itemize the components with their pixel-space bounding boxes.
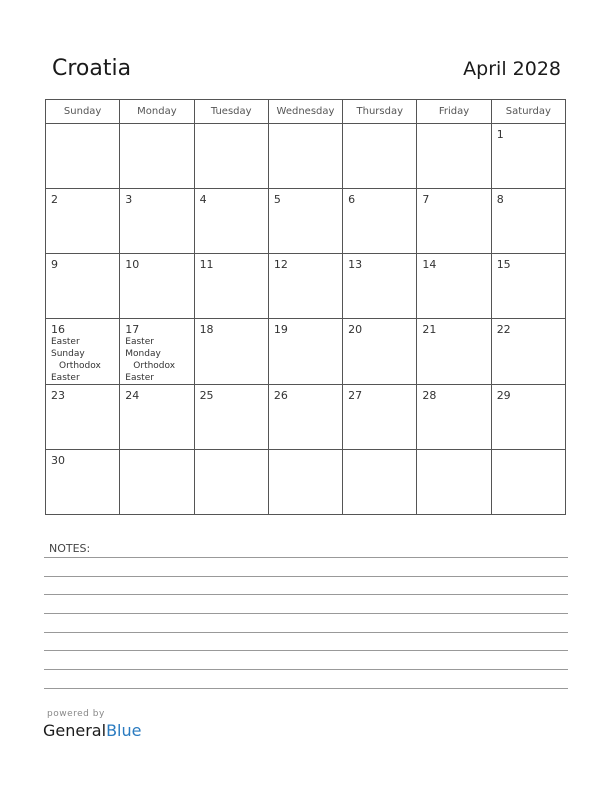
weekday-thursday: Thursday xyxy=(343,100,417,124)
weekday-friday: Friday xyxy=(417,100,491,124)
weekday-header-row xyxy=(46,100,566,124)
holiday-label: Orthodox xyxy=(133,361,176,371)
calendar-grid xyxy=(45,99,566,515)
day-cell xyxy=(268,450,342,515)
day-cell xyxy=(46,319,120,385)
day-cell xyxy=(268,189,342,254)
day-cell xyxy=(343,124,417,189)
day-cell-content xyxy=(417,385,490,402)
day-number: 10 xyxy=(125,258,140,271)
day-number: 21 xyxy=(422,323,437,336)
holiday-label: Easter xyxy=(51,337,80,347)
day-cell-content xyxy=(343,319,416,336)
day-cell xyxy=(194,124,268,189)
day-cell-content xyxy=(269,450,342,454)
day-number: 9 xyxy=(51,258,58,271)
day-number: 14 xyxy=(422,258,437,271)
day-cell xyxy=(343,254,417,319)
day-cell xyxy=(343,319,417,385)
day-cell xyxy=(46,124,120,189)
day-cell-content xyxy=(46,319,119,384)
day-cell-content xyxy=(343,450,416,454)
day-number: 22 xyxy=(496,323,511,336)
day-cell-content xyxy=(343,385,416,402)
note-line xyxy=(44,632,568,633)
day-cell xyxy=(46,254,120,319)
notes-label: NOTES: xyxy=(49,542,91,555)
day-cell-content xyxy=(120,319,193,384)
holiday-label: Sunday xyxy=(51,349,85,359)
day-number: 6 xyxy=(348,193,356,206)
day-number: 7 xyxy=(422,193,430,206)
day-number: 23 xyxy=(51,389,65,402)
day-cell xyxy=(417,450,491,515)
day-number: 24 xyxy=(125,389,140,402)
day-number: 2 xyxy=(51,193,58,206)
day-cell-content xyxy=(492,189,565,206)
day-number: 27 xyxy=(348,389,363,402)
day-cell xyxy=(120,189,194,254)
day-cell-content xyxy=(417,254,490,271)
day-cell-content xyxy=(195,385,268,402)
day-cell-content xyxy=(417,450,490,454)
day-cell xyxy=(194,189,268,254)
day-cell-content xyxy=(120,254,193,271)
week-row xyxy=(46,319,566,385)
day-cell-content xyxy=(492,450,565,454)
holiday-label: Orthodox xyxy=(59,361,101,371)
weekday-wednesday: Wednesday xyxy=(268,100,342,124)
day-cell xyxy=(417,124,491,189)
day-number: 3 xyxy=(125,193,133,206)
day-cell xyxy=(194,450,268,515)
day-cell-content xyxy=(46,254,119,271)
day-number: 26 xyxy=(273,389,288,402)
weekday-sunday: Sunday xyxy=(46,100,120,124)
day-number: 20 xyxy=(348,323,363,336)
holiday-label: Easter xyxy=(51,373,80,383)
day-number: 17 xyxy=(125,323,140,336)
day-cell xyxy=(417,319,491,385)
day-cell xyxy=(120,254,194,319)
note-line xyxy=(44,594,568,595)
day-number: 25 xyxy=(199,389,214,402)
day-cell xyxy=(194,385,268,450)
day-number: 13 xyxy=(348,258,363,271)
day-cell xyxy=(491,189,565,254)
day-number: 1 xyxy=(496,128,504,141)
day-cell-content xyxy=(492,254,565,271)
week-row xyxy=(46,254,566,319)
weekday-saturday: Saturday xyxy=(491,100,565,124)
day-cell-content xyxy=(492,319,565,336)
note-line xyxy=(44,688,568,689)
day-cell xyxy=(194,319,268,385)
day-cell-content xyxy=(492,385,565,402)
brand-part-general: General xyxy=(43,721,107,740)
day-cell xyxy=(268,385,342,450)
weekday-tuesday: Tuesday xyxy=(194,100,268,124)
day-number: 12 xyxy=(273,258,288,271)
day-cell-content xyxy=(120,450,193,454)
holiday-label: Easter xyxy=(125,337,154,347)
country-title: Croatia xyxy=(52,56,132,81)
month-title: April 2028 xyxy=(463,58,561,80)
note-line xyxy=(44,650,568,651)
brand-part-blue: Blue xyxy=(106,721,142,740)
day-cell-content xyxy=(492,124,565,141)
day-cell xyxy=(120,319,194,385)
week-row xyxy=(46,124,566,189)
day-cell-content xyxy=(417,124,490,128)
day-cell xyxy=(491,319,565,385)
day-cell-content xyxy=(195,189,268,206)
week-row xyxy=(46,385,566,450)
day-cell xyxy=(343,189,417,254)
week-row xyxy=(46,450,566,515)
day-number: 18 xyxy=(199,323,214,336)
day-cell xyxy=(120,385,194,450)
day-number: 4 xyxy=(199,193,207,206)
day-cell-content xyxy=(195,319,268,336)
day-cell-content xyxy=(120,189,193,206)
day-cell xyxy=(343,450,417,515)
day-cell-content xyxy=(417,319,490,336)
day-cell xyxy=(46,189,120,254)
day-cell xyxy=(491,450,565,515)
day-cell xyxy=(491,254,565,319)
note-line xyxy=(44,613,568,614)
day-cell xyxy=(268,254,342,319)
day-cell-content xyxy=(195,254,268,271)
day-cell xyxy=(417,254,491,319)
day-number: 5 xyxy=(273,193,281,206)
day-cell-content xyxy=(343,189,416,206)
day-cell-content xyxy=(343,254,416,271)
day-number: 16 xyxy=(51,323,65,336)
day-cell-content xyxy=(269,254,342,271)
weekday-monday: Monday xyxy=(120,100,194,124)
day-cell-content xyxy=(269,385,342,402)
day-cell xyxy=(120,450,194,515)
day-cell-content xyxy=(46,385,119,402)
day-number: 29 xyxy=(496,389,511,402)
day-cell xyxy=(491,385,565,450)
day-cell-content xyxy=(46,124,119,128)
day-cell-content xyxy=(120,124,193,128)
note-line xyxy=(44,669,568,670)
brand-logo xyxy=(43,721,141,740)
day-cell-content xyxy=(269,319,342,336)
day-cell xyxy=(194,254,268,319)
note-line xyxy=(44,576,568,577)
day-cell-content xyxy=(269,189,342,206)
day-cell xyxy=(268,319,342,385)
day-cell-content xyxy=(46,189,119,206)
day-cell xyxy=(343,385,417,450)
day-cell-content xyxy=(269,124,342,128)
day-number: 19 xyxy=(273,323,288,336)
day-number: 11 xyxy=(199,258,214,271)
note-line xyxy=(44,557,568,558)
day-number: 28 xyxy=(422,389,437,402)
day-number: 30 xyxy=(51,454,65,467)
day-cell-content xyxy=(120,385,193,402)
day-cell-content xyxy=(46,450,119,467)
holiday-label: Monday xyxy=(125,349,161,359)
day-cell-content xyxy=(417,189,490,206)
day-cell-content xyxy=(195,124,268,128)
day-number: 8 xyxy=(496,193,504,206)
day-cell xyxy=(417,385,491,450)
week-row xyxy=(46,189,566,254)
day-cell-content xyxy=(195,450,268,454)
day-cell-content xyxy=(343,124,416,128)
day-cell xyxy=(268,124,342,189)
holiday-label: Easter xyxy=(125,373,154,383)
day-cell xyxy=(417,189,491,254)
day-number: 15 xyxy=(496,258,511,271)
day-cell xyxy=(491,124,565,189)
powered-by-text: powered by xyxy=(47,709,105,719)
day-cell xyxy=(120,124,194,189)
day-cell xyxy=(46,385,120,450)
day-cell xyxy=(46,450,120,515)
